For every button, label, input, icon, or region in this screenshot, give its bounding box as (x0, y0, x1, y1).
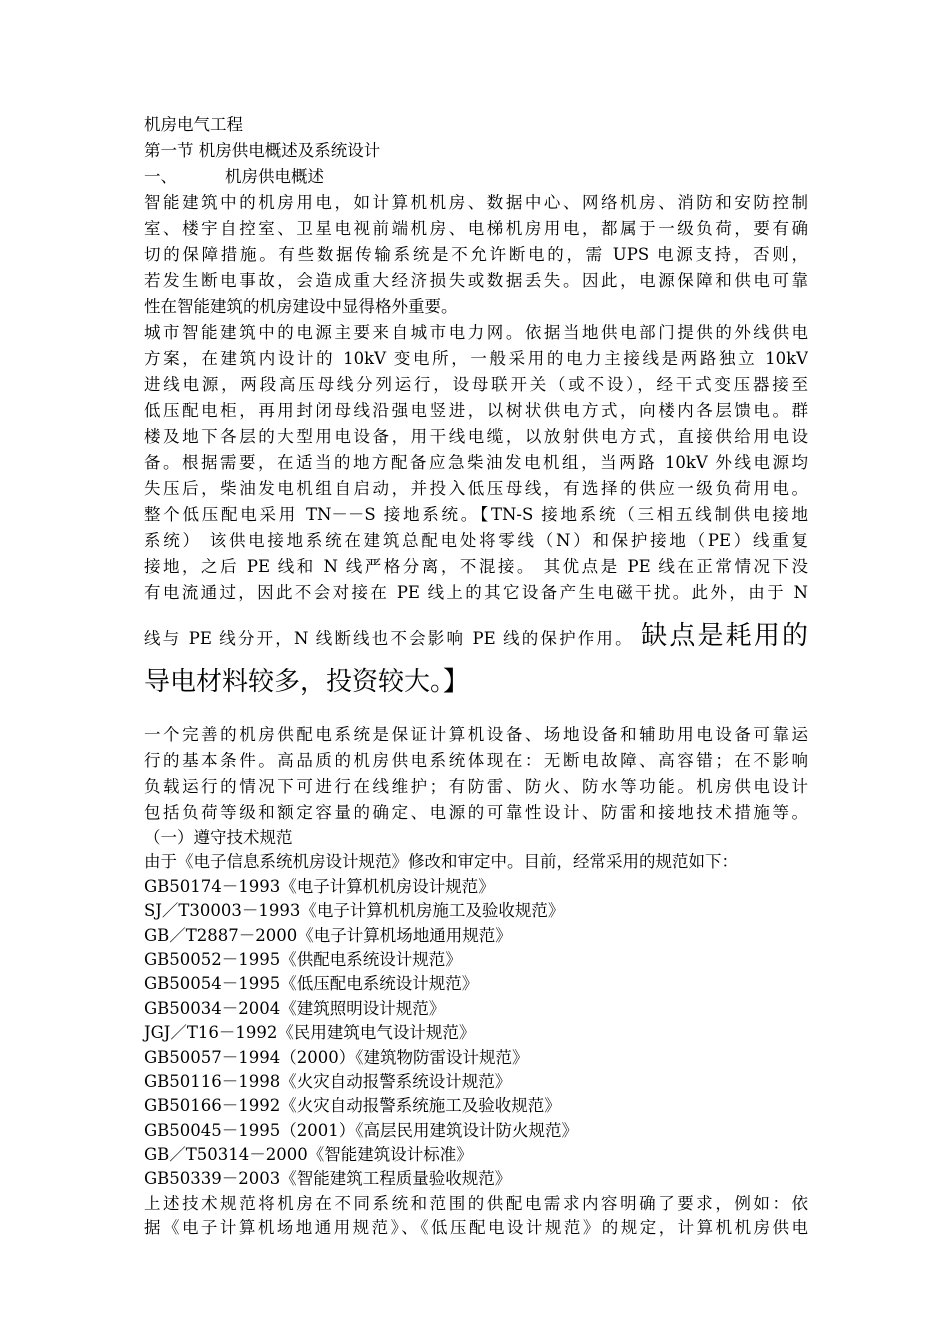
paragraph-3-line: 一个完善的机房供配电系统是保证计算机设备、场地设备和辅助用电设备可靠运 (144, 725, 808, 744)
paragraph-2-line: 整个低压配电采用 TN－－S 接地系统。【TN-S 接地系统（三相五线制供电接地 (144, 505, 808, 524)
standard-item: GB／T50314－2000《智能建筑设计标准》 (144, 1145, 473, 1165)
standard-item: GB50057－1994（2000）《建筑物防雷设计规范》 (144, 1047, 529, 1067)
standard-item: GB50116－1998《火灾自动报警系统设计规范》 (144, 1071, 512, 1091)
paragraph-1-line: 室、楼宇自控室、卫星电视前端机房、电梯机房用电，都属于一级负荷，要有确 (144, 219, 808, 238)
paragraph-3-line: 包括负荷等级和额定容量的确定、电源的可靠性设计、防雷和接地技术措施等。 (144, 803, 808, 822)
paragraph-2-line: 系统） 该供电接地系统在建筑总配电处将零线（N）和保护接地（PE）线重复 (144, 531, 808, 550)
paragraph-2-line: 接地，之后 PE 线和 N 线严格分离，不混接。 其优点是 PE 线在正常情况下没 (144, 557, 808, 576)
paragraph-1-line: 智能建筑中的机房用电，如计算机机房、数据中心、网络机房、消防和安防控制 (144, 193, 808, 212)
closing-line: 上述技术规范将机房在不同系统和范围的供配电需求内容明确了要求，例如：依 (144, 1193, 808, 1213)
standard-item: SJ／T30003－1993《电子计算机机房施工及验收规范》 (144, 901, 565, 921)
subsection-heading (144, 164, 808, 190)
standard-item: GB50174－1993《电子计算机机房设计规范》 (144, 876, 495, 896)
paragraph-2-line: 失压后，柴油发电机组自启动，并投入低压母线，有选择的供应一级负荷用电。 (144, 479, 808, 498)
paragraph-2-line: 有电流通过，因此不会对接在 PE 线上的其它设备产生电磁干扰。此外，由于 N (144, 583, 808, 602)
standard-item: JGJ／T16－1992《民用建筑电气设计规范》 (144, 1023, 476, 1043)
standards-intro: 由于《电子信息系统机房设计规范》修改和审定中。目前，经常采用的规范如下： (144, 852, 738, 872)
closing-line: 据《电子计算机场地通用规范》、《低压配电设计规范》的规定，计算机机房供电 (144, 1218, 808, 1238)
paragraph-2-line: 进线电源，两段高压母线分列运行，设母联开关（或不设），经干式变压器接至 (144, 375, 808, 394)
paragraph-2-line: 方案，在建筑内设计的 10kV 变电所，一般采用的电力主接线是两路独立 10kV (144, 349, 808, 368)
subsection-number: 一、 (144, 167, 177, 186)
document-title: 机房电气工程 (144, 115, 243, 134)
document-page (144, 112, 808, 1241)
paragraph-2-large-line: 导电材料较多，投资较大。】 (144, 667, 470, 697)
standard-item: GB50339－2003《智能建筑工程质量验收规范》 (144, 1169, 512, 1189)
standard-item: GB50166－1992《火灾自动报警系统施工及验收规范》 (144, 1096, 561, 1116)
paragraph-3-line: 行的基本条件。高品质的机房供电系统体现在：无断电故障、高容错；在不影响 (144, 751, 808, 770)
paragraph-2-large-text: 缺点是耗用的 (641, 621, 808, 651)
paragraph-2-line: 城市智能建筑中的电源主要来自城市电力网。依据当地供电部门提供的外线供电 (144, 323, 808, 342)
standard-item: GB50054－1995《低压配电系统设计规范》 (144, 974, 479, 994)
subheading-standards: （一）遵守技术规范 (144, 828, 293, 847)
paragraph-2-line: 楼及地下各层的大型用电设备，用干线电缆，以放射供电方式，直接供给用电设 (144, 427, 808, 446)
standard-item: GB50052－1995《供配电系统设计规范》 (144, 949, 462, 969)
paragraph-1-line: 若发生断电事故，会造成重大经济损失或数据丢失。因此，电源保障和供电可靠 (144, 271, 808, 290)
subsection-title: 机房供电概述 (225, 167, 324, 186)
paragraph-2-small-text: 线与 PE 线分开，N 线断线也不会影响 PE 线的保护作用。 (144, 629, 634, 648)
paragraph-3-line: 负载运行的情况下可进行在线维护；有防雷、防火、防水等功能。机房供电设计 (144, 777, 808, 796)
standard-item: GB50034－2004《建筑照明设计规范》 (144, 998, 446, 1018)
paragraph-1-line: 切的保障措施。有些数据传输系统是不允许断电的，需 UPS 电源支持，否则， (144, 245, 808, 264)
paragraph-2-line: 备。根据需要，在适当的地方配备应急柴油发电机组，当两路 10kV 外线电源均 (144, 453, 808, 472)
section-heading: 第一节 机房供电概述及系统设计 (144, 141, 381, 160)
standard-item: GB／T2887－2000《电子计算机场地通用规范》 (144, 925, 512, 945)
standard-item: GB50045－1995（2001）《高层民用建筑设计防火规范》 (144, 1120, 579, 1140)
paragraph-2-mixed-line (144, 606, 808, 652)
paragraph-1-line: 性在智能建筑的机房建设中显得格外重要。 (144, 297, 458, 316)
paragraph-2-line: 低压配电柜，再用封闭母线沿强电竖进，以树状供电方式，向楼内各层馈电。群 (144, 401, 808, 420)
